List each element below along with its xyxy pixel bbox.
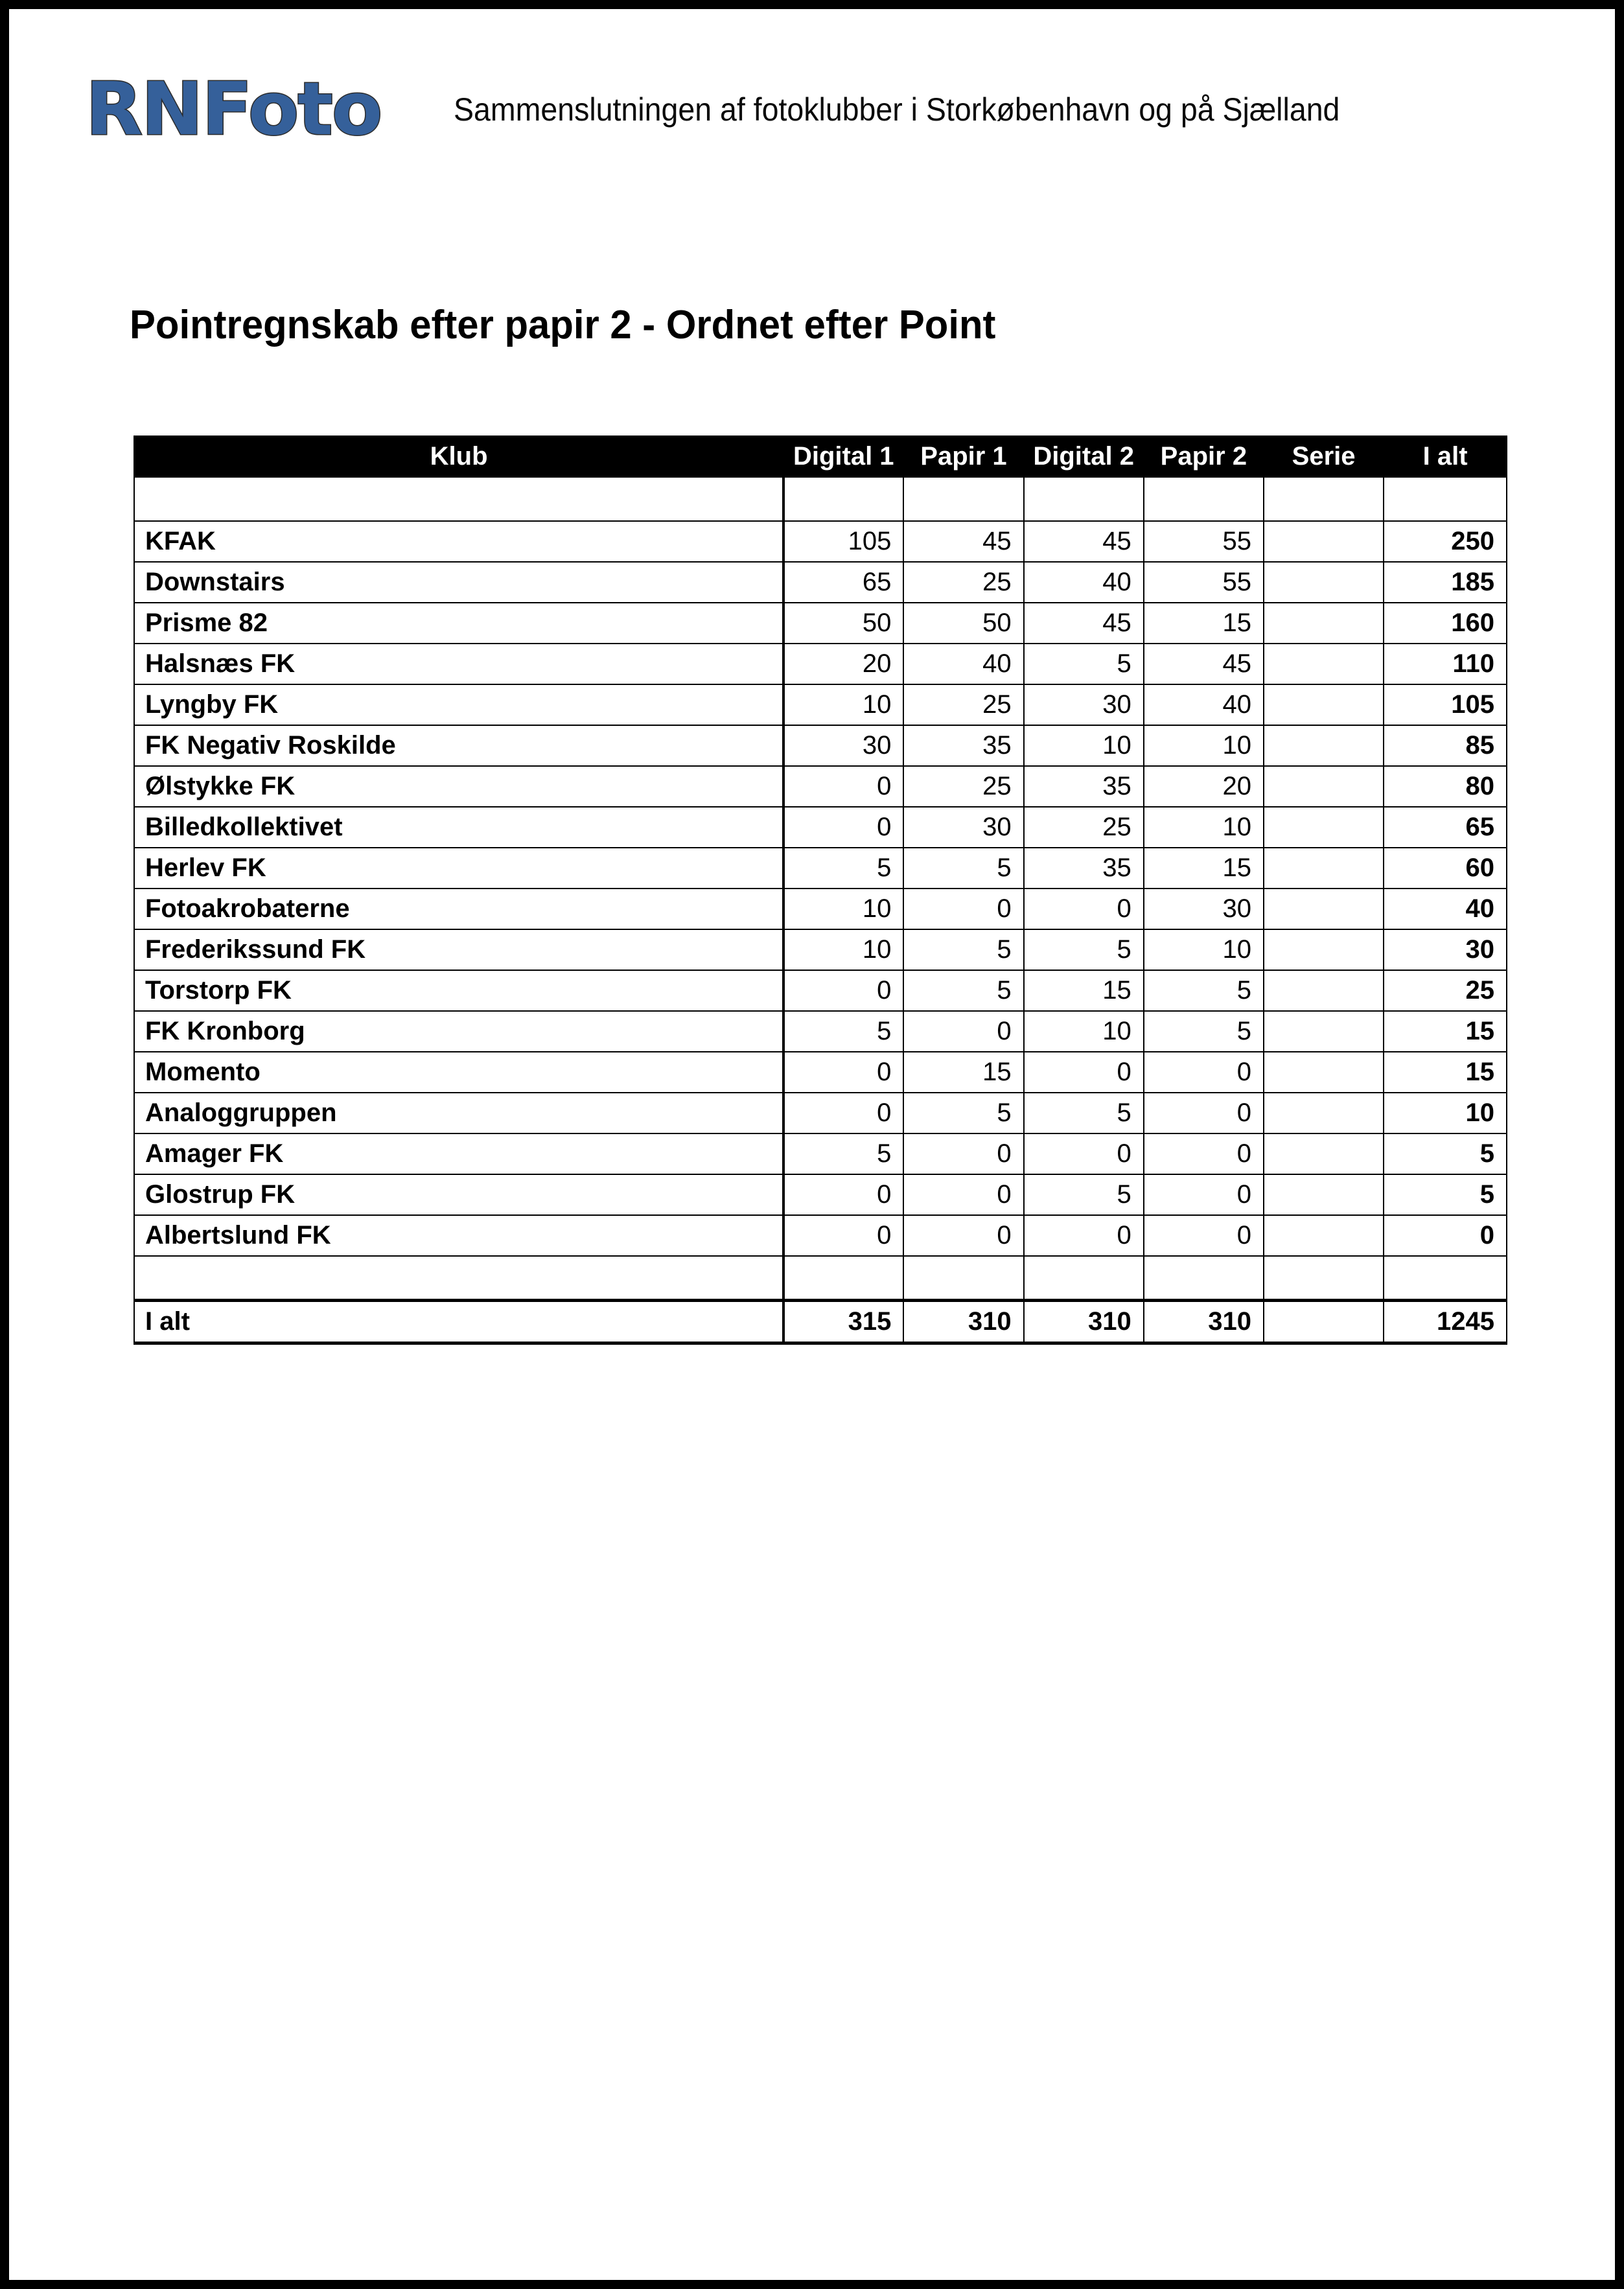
cell-serie	[1264, 1052, 1384, 1093]
cell-papir-2: 45	[1144, 644, 1264, 684]
cell-papir-2: 55	[1144, 562, 1264, 603]
cell-digital-2: 5	[1024, 644, 1144, 684]
cell-serie	[1264, 521, 1384, 562]
cell-klub: Analoggruppen	[134, 1093, 783, 1133]
cell-digital-2: 35	[1024, 848, 1144, 889]
spacer-cell	[903, 1256, 1023, 1300]
column-header-serie[interactable]: Serie	[1264, 436, 1384, 477]
cell-serie	[1264, 725, 1384, 766]
cell-serie	[1264, 889, 1384, 929]
cell-klub: Halsnæs FK	[134, 644, 783, 684]
cell-digital-2: 15	[1024, 970, 1144, 1011]
spacer-cell	[1384, 1256, 1507, 1300]
cell-klub: Glostrup FK	[134, 1174, 783, 1215]
cell-digital-1: 0	[783, 1215, 903, 1256]
cell-papir-1: 0	[903, 1215, 1023, 1256]
cell-klub: FK Kronborg	[134, 1011, 783, 1052]
cell-digital-1: 105	[783, 521, 903, 562]
cell-digital-1: 50	[783, 603, 903, 644]
cell-papir-1: 5	[903, 1093, 1023, 1133]
total-cell-klub: I alt	[134, 1300, 783, 1343]
cell-digital-1: 20	[783, 644, 903, 684]
cell-papir-2: 5	[1144, 970, 1264, 1011]
cell-papir-1: 40	[903, 644, 1023, 684]
cell-digital-2: 0	[1024, 1215, 1144, 1256]
cell-papir-1: 35	[903, 725, 1023, 766]
cell-serie	[1264, 848, 1384, 889]
cell-serie	[1264, 766, 1384, 807]
cell-digital-1: 65	[783, 562, 903, 603]
spacer-cell	[134, 477, 783, 521]
cell-papir-2: 0	[1144, 1093, 1264, 1133]
cell-serie	[1264, 929, 1384, 970]
cell-digital-1: 0	[783, 766, 903, 807]
cell-papir-2: 10	[1144, 807, 1264, 848]
cell-i-alt: 160	[1384, 603, 1507, 644]
cell-papir-1: 5	[903, 929, 1023, 970]
cell-serie	[1264, 1011, 1384, 1052]
cell-digital-2: 0	[1024, 1133, 1144, 1174]
cell-digital-1: 0	[783, 1052, 903, 1093]
cell-digital-1: 0	[783, 970, 903, 1011]
rnfoto-logo	[86, 67, 382, 152]
table-row[interactable]	[134, 1133, 1507, 1174]
cell-digital-2: 0	[1024, 889, 1144, 929]
cell-digital-2: 10	[1024, 1011, 1144, 1052]
table-row[interactable]	[134, 644, 1507, 684]
cell-papir-1: 25	[903, 766, 1023, 807]
cell-serie	[1264, 1215, 1384, 1256]
spacer-cell	[134, 1256, 783, 1300]
cell-i-alt: 5	[1384, 1174, 1507, 1215]
cell-i-alt: 15	[1384, 1011, 1507, 1052]
table-spacer-row-bottom	[134, 1256, 1507, 1300]
cell-klub: Frederikssund FK	[134, 929, 783, 970]
cell-serie	[1264, 970, 1384, 1011]
cell-digital-1: 0	[783, 1174, 903, 1215]
table-row[interactable]	[134, 684, 1507, 725]
cell-serie	[1264, 684, 1384, 725]
cell-klub: Fotoakrobaterne	[134, 889, 783, 929]
table-body	[134, 477, 1507, 1343]
cell-i-alt: 30	[1384, 929, 1507, 970]
spacer-cell	[1264, 477, 1384, 521]
cell-klub: FK Negativ Roskilde	[134, 725, 783, 766]
spacer-cell	[783, 1256, 903, 1300]
cell-i-alt: 15	[1384, 1052, 1507, 1093]
cell-papir-2: 40	[1144, 684, 1264, 725]
cell-digital-2: 5	[1024, 1174, 1144, 1215]
cell-serie	[1264, 807, 1384, 848]
total-cell-papir-1: 310	[903, 1300, 1023, 1343]
table-row[interactable]	[134, 1052, 1507, 1093]
cell-papir-2: 10	[1144, 725, 1264, 766]
column-header-papir-1[interactable]: Papir 1	[903, 436, 1023, 477]
column-header-papir-2[interactable]: Papir 2	[1144, 436, 1264, 477]
spacer-cell	[1144, 1256, 1264, 1300]
cell-digital-1: 5	[783, 1133, 903, 1174]
cell-klub: Torstorp FK	[134, 970, 783, 1011]
total-cell-papir-2: 310	[1144, 1300, 1264, 1343]
cell-i-alt: 60	[1384, 848, 1507, 889]
table-row[interactable]	[134, 848, 1507, 889]
table-row[interactable]	[134, 766, 1507, 807]
table-row[interactable]	[134, 725, 1507, 766]
table-total-row	[134, 1300, 1507, 1343]
cell-digital-2: 45	[1024, 521, 1144, 562]
logo-text: RNFoto	[86, 67, 382, 152]
cell-i-alt: 105	[1384, 684, 1507, 725]
cell-klub: KFAK	[134, 521, 783, 562]
cell-i-alt: 40	[1384, 889, 1507, 929]
cell-papir-2: 20	[1144, 766, 1264, 807]
cell-klub: Downstairs	[134, 562, 783, 603]
cell-papir-1: 50	[903, 603, 1023, 644]
cell-klub: Prisme 82	[134, 603, 783, 644]
spacer-cell	[1384, 477, 1507, 521]
cell-klub: Lyngby FK	[134, 684, 783, 725]
cell-i-alt: 85	[1384, 725, 1507, 766]
cell-i-alt: 25	[1384, 970, 1507, 1011]
cell-digital-2: 25	[1024, 807, 1144, 848]
cell-papir-1: 45	[903, 521, 1023, 562]
cell-papir-2: 0	[1144, 1215, 1264, 1256]
cell-digital-2: 35	[1024, 766, 1144, 807]
cell-i-alt: 0	[1384, 1215, 1507, 1256]
cell-papir-2: 55	[1144, 521, 1264, 562]
cell-papir-2: 0	[1144, 1133, 1264, 1174]
cell-i-alt: 65	[1384, 807, 1507, 848]
cell-papir-1: 0	[903, 1011, 1023, 1052]
cell-digital-1: 5	[783, 1011, 903, 1052]
cell-i-alt: 185	[1384, 562, 1507, 603]
cell-papir-2: 0	[1144, 1052, 1264, 1093]
cell-papir-2: 10	[1144, 929, 1264, 970]
table-row[interactable]	[134, 929, 1507, 970]
cell-serie	[1264, 562, 1384, 603]
cell-klub: Albertslund FK	[134, 1215, 783, 1256]
spacer-cell	[783, 477, 903, 521]
cell-i-alt: 110	[1384, 644, 1507, 684]
masthead-tagline: Sammenslutningen af fotoklubber i Storkøbenhavn og på Sjælland	[454, 91, 1340, 128]
cell-papir-2: 15	[1144, 848, 1264, 889]
cell-digital-1: 10	[783, 684, 903, 725]
cell-klub: Ølstykke FK	[134, 766, 783, 807]
table-row[interactable]	[134, 1174, 1507, 1215]
spacer-cell	[903, 477, 1023, 521]
spacer-cell	[1024, 477, 1144, 521]
table-row[interactable]	[134, 889, 1507, 929]
cell-digital-1: 30	[783, 725, 903, 766]
cell-papir-2: 30	[1144, 889, 1264, 929]
cell-papir-1: 15	[903, 1052, 1023, 1093]
cell-klub: Amager FK	[134, 1133, 783, 1174]
total-cell-digital-1: 315	[783, 1300, 903, 1343]
table-row[interactable]	[134, 603, 1507, 644]
table-head	[134, 436, 1507, 477]
table-row[interactable]	[134, 1215, 1507, 1256]
cell-papir-1: 25	[903, 684, 1023, 725]
cell-klub: Billedkollektivet	[134, 807, 783, 848]
table-row[interactable]	[134, 807, 1507, 848]
cell-digital-1: 5	[783, 848, 903, 889]
cell-digital-1: 10	[783, 889, 903, 929]
cell-papir-1: 30	[903, 807, 1023, 848]
cell-digital-2: 5	[1024, 929, 1144, 970]
cell-serie	[1264, 1174, 1384, 1215]
total-cell-i-alt: 1245	[1384, 1300, 1507, 1343]
cell-digital-2: 5	[1024, 1093, 1144, 1133]
table-row[interactable]	[134, 562, 1507, 603]
cell-klub: Momento	[134, 1052, 783, 1093]
table-row[interactable]	[134, 970, 1507, 1011]
cell-digital-1: 0	[783, 807, 903, 848]
table-row[interactable]	[134, 521, 1507, 562]
spacer-cell	[1264, 1256, 1384, 1300]
page-sheet	[9, 9, 1615, 2280]
masthead	[9, 67, 1615, 152]
cell-papir-1: 25	[903, 562, 1023, 603]
cell-i-alt: 80	[1384, 766, 1507, 807]
cell-papir-2: 5	[1144, 1011, 1264, 1052]
spacer-cell	[1144, 477, 1264, 521]
cell-papir-1: 5	[903, 848, 1023, 889]
cell-digital-2: 10	[1024, 725, 1144, 766]
cell-digital-1: 0	[783, 1093, 903, 1133]
page-title: Pointregnskab efter papir 2 - Ordnet efter Point	[130, 303, 996, 347]
cell-serie	[1264, 603, 1384, 644]
table-header-row	[134, 436, 1507, 477]
column-header-klub[interactable]: Klub	[134, 436, 783, 477]
cell-klub: Herlev FK	[134, 848, 783, 889]
column-header-digital-1[interactable]: Digital 1	[783, 436, 903, 477]
cell-papir-1: 0	[903, 1174, 1023, 1215]
spacer-cell	[1024, 1256, 1144, 1300]
total-cell-serie	[1264, 1300, 1384, 1343]
cell-digital-2: 30	[1024, 684, 1144, 725]
cell-digital-2: 45	[1024, 603, 1144, 644]
points-table	[133, 436, 1507, 1345]
cell-papir-2: 15	[1144, 603, 1264, 644]
cell-serie	[1264, 644, 1384, 684]
table-row[interactable]	[134, 1011, 1507, 1052]
cell-papir-1: 0	[903, 889, 1023, 929]
cell-i-alt: 5	[1384, 1133, 1507, 1174]
cell-serie	[1264, 1133, 1384, 1174]
cell-digital-2: 0	[1024, 1052, 1144, 1093]
cell-papir-2: 0	[1144, 1174, 1264, 1215]
cell-papir-1: 0	[903, 1133, 1023, 1174]
table-spacer-row-top	[134, 477, 1507, 521]
cell-i-alt: 250	[1384, 521, 1507, 562]
cell-papir-1: 5	[903, 970, 1023, 1011]
table-row[interactable]	[134, 1093, 1507, 1133]
cell-digital-2: 40	[1024, 562, 1144, 603]
cell-i-alt: 10	[1384, 1093, 1507, 1133]
column-header-digital-2[interactable]: Digital 2	[1024, 436, 1144, 477]
total-cell-digital-2: 310	[1024, 1300, 1144, 1343]
column-header-i-alt[interactable]: I alt	[1384, 436, 1507, 477]
cell-digital-1: 10	[783, 929, 903, 970]
cell-serie	[1264, 1093, 1384, 1133]
